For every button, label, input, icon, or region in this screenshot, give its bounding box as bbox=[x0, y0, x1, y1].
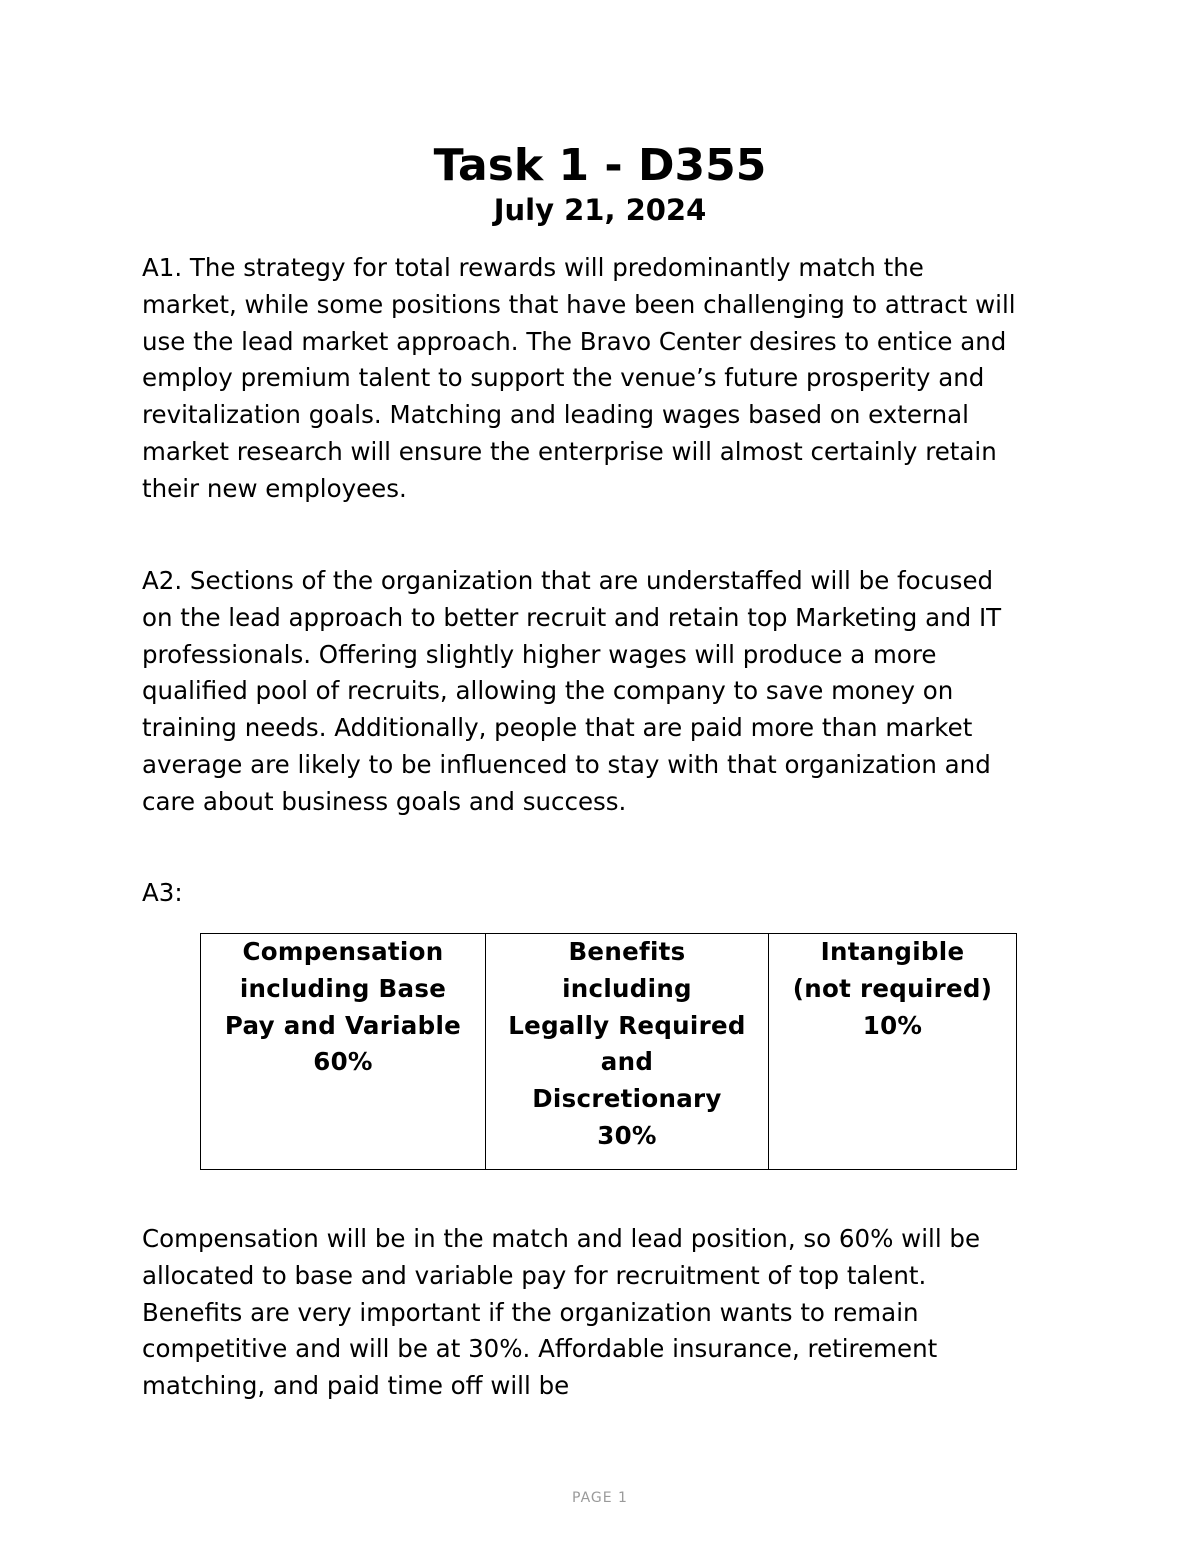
cell-percent: 60% bbox=[313, 1047, 373, 1077]
cell-text: Compensation bbox=[242, 937, 444, 966]
paragraph-a3-label: A3: bbox=[142, 878, 183, 907]
paragraph-a1: A1. The strategy for total rewards will predominantly match the market, while some positions that have been challenging to attract will use the lead market approach. The Bravo Center desires to entice and employ premium talent to support the venue’s future prosperity and revitalization goals. Matching and leading wages based on external market research will ensure the enterprise will almost certainly retain their new employees. bbox=[142, 253, 1016, 503]
cell-text: Legally Required bbox=[508, 1010, 746, 1040]
document-date: July 21, 2024 bbox=[493, 193, 707, 227]
cell-text: Intangible bbox=[820, 937, 965, 966]
cell-text: including Base bbox=[239, 973, 447, 1003]
cell-percent: 30% bbox=[597, 1120, 657, 1150]
table-cell-compensation bbox=[201, 934, 486, 1170]
cell-text: (not required) bbox=[792, 973, 993, 1003]
cell-text: Discretionary bbox=[532, 1084, 722, 1114]
cell-percent: 10% bbox=[862, 1010, 923, 1040]
cell-text: and bbox=[600, 1047, 654, 1077]
paragraph-a2: A2. Sections of the organization that are understaffed will be focused on the lead approach to better recruit and retain top Marketing and IT professionals. Offering slightly higher wages will produce a more qualified pool of recruits, allowing the company to save money on training needs. Additionally, people that are paid more than market average are likely to be influenced to stay with that organization and care about business goals and success. bbox=[142, 566, 1002, 816]
cell-text: Benefits bbox=[568, 937, 686, 966]
paragraph-compensation: Compensation will be in the match and lead position, so 60% will be allocated to base and variable pay for recruitment of top talent. Benefits are very important if the organization wants to remain competitive and will be at 30%. Affordable insurance, retirement matching, and paid time off will be bbox=[142, 1224, 981, 1401]
document-title: Task 1 - D355 bbox=[433, 140, 767, 191]
page-number: PAGE 1 bbox=[572, 1490, 628, 1506]
total-rewards-table bbox=[200, 933, 1017, 1170]
cell-text: Pay and Variable bbox=[224, 1010, 462, 1040]
table-row bbox=[201, 934, 1017, 1170]
table-cell-intangible bbox=[769, 934, 1017, 1170]
cell-text: including bbox=[562, 973, 692, 1003]
table-cell-benefits bbox=[486, 934, 769, 1170]
